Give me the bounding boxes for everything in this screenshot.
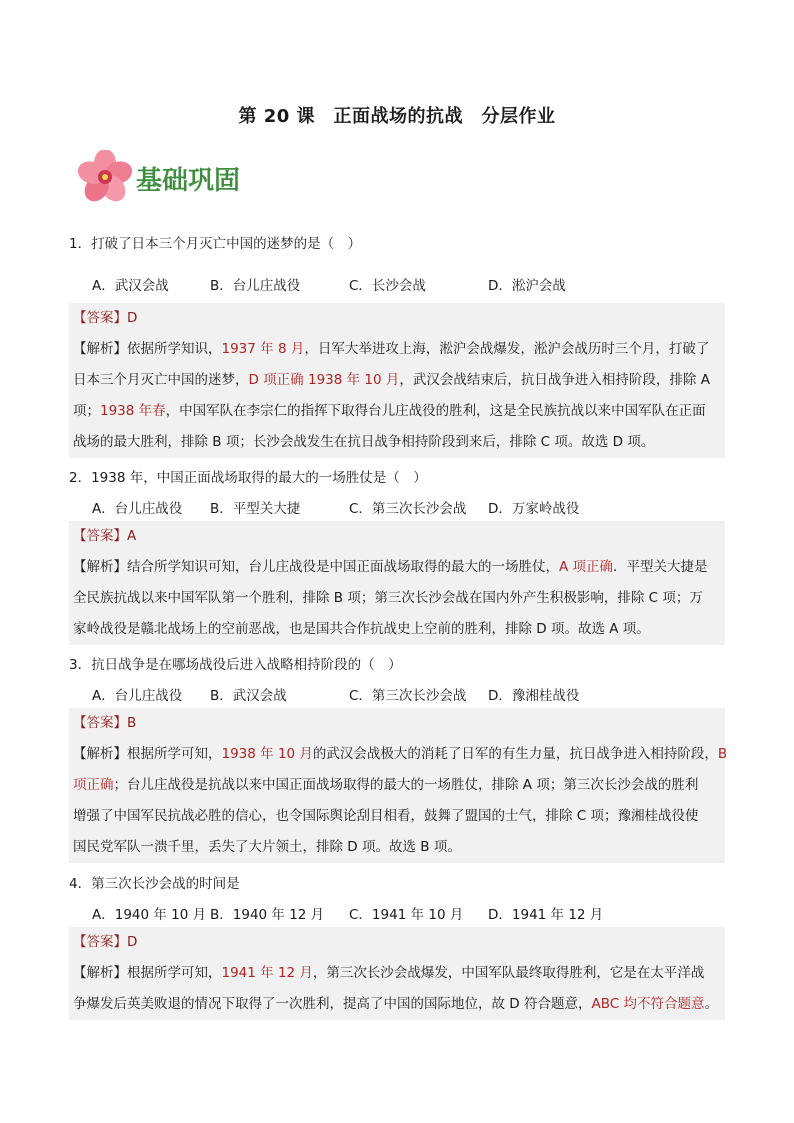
option-b: B．平型关大捷 bbox=[210, 501, 301, 517]
explanation-line: 家岭战役是赣北战场上的空前恶战，也是国共合作抗战史上空前的胜利，排除 D 项。故选 A 项。 bbox=[73, 621, 650, 637]
question-3-stem: 3．抗日战争是在哪场战役后进入战略相持阶段的（ ） bbox=[69, 657, 402, 673]
page-title: 第 20 课 正面战场的抗战 分层作业 bbox=[238, 106, 556, 127]
question-1-options bbox=[92, 274, 566, 294]
option-c: C．第三次长沙会战 bbox=[349, 501, 467, 517]
flower-icon bbox=[76, 150, 134, 206]
option-b: B．武汉会战 bbox=[210, 688, 287, 704]
option-a: A．武汉会战 bbox=[92, 278, 169, 294]
option-d: D．1941 年 12 月 bbox=[488, 907, 604, 923]
option-b: B．台儿庄战役 bbox=[210, 278, 301, 294]
answer-label: 【答案】D bbox=[73, 310, 138, 326]
option-c: C．1941 年 10 月 bbox=[349, 907, 464, 923]
answer-box-2 bbox=[69, 521, 725, 645]
question-3-options bbox=[92, 684, 579, 704]
explanation-line: 日本三个月灭亡中国的迷梦，D 项正确 1938 年 10 月，武汉会战结束后，抗日战争进入相持阶段，排除 A bbox=[73, 372, 710, 388]
explanation-line: 项正确；台儿庄战役是抗战以来中国正面战场取得的最大的一场胜仗，排除 A 项；第三次长沙会战的胜利 bbox=[73, 777, 699, 793]
answer-box-1 bbox=[69, 303, 725, 458]
option-d: D．万家岭战役 bbox=[488, 501, 580, 517]
explanation-line: 【解析】根据所学可知，1938 年 10 月的武汉会战极大的消耗了日军的有生力量，抗日战争进入相持阶段，B bbox=[73, 746, 728, 762]
explanation-line: 国民党军队一溃千里，丢失了大片领土，排除 D 项。故选 B 项。 bbox=[73, 839, 461, 855]
answer-label: 【答案】A bbox=[73, 528, 137, 544]
question-1-stem: 1．打破了日本三个月灭亡中国的迷梦的是（ ） bbox=[69, 236, 362, 252]
explanation-line: 增强了中国军民抗战必胜的信心，也令国际舆论刮目相看，鼓舞了盟国的士气，排除 C 项；豫湘桂战役使 bbox=[73, 808, 699, 824]
question-4-options bbox=[92, 903, 603, 923]
option-b: B．1940 年 12 月 bbox=[210, 907, 325, 923]
explanation-line: 【解析】依据所学知识，1937 年 8 月，日军大举进攻上海，淞沪会战爆发，淞沪会战历时三个月，打破了 bbox=[73, 341, 710, 357]
question-2-stem: 2．1938 年，中国正面战场取得的最大的一场胜仗是（ ） bbox=[69, 470, 427, 486]
answer-label: 【答案】B bbox=[73, 715, 137, 731]
answer-box-4 bbox=[69, 927, 725, 1020]
explanation-line: 战场的最大胜利，排除 B 项；长沙会战发生在抗日战争相持阶段到来后，排除 C 项。故选 D 项。 bbox=[73, 434, 655, 450]
banner-title: 基础巩固 bbox=[136, 166, 241, 196]
question-2-options bbox=[92, 497, 579, 517]
question-4-stem: 4．第三次长沙会战的时间是 bbox=[69, 876, 240, 892]
answer-box-3 bbox=[69, 708, 728, 863]
option-a: A．1940 年 10 月 bbox=[92, 907, 207, 923]
explanation-line: 【解析】根据所学可知，1941 年 12 月，第三次长沙会战爆发，中国军队最终取得胜利，它是在太平洋战 bbox=[73, 965, 705, 981]
option-a: A．台儿庄战役 bbox=[92, 501, 183, 517]
answer-label: 【答案】D bbox=[73, 934, 138, 950]
option-c: C．第三次长沙会战 bbox=[349, 688, 467, 704]
explanation-line: 项；1938 年春，中国军队在李宗仁的指挥下取得台儿庄战役的胜利，这是全民族抗战以来中国军队在正面 bbox=[73, 403, 706, 419]
explanation-line: 全民族抗战以来中国军队第一个胜利，排除 B 项；第三次长沙会战在国内外产生积极影响，排除 C 项；万 bbox=[73, 590, 703, 606]
option-a: A．台儿庄战役 bbox=[92, 688, 183, 704]
option-d: D．淞沪会战 bbox=[488, 278, 566, 294]
explanation-line: 【解析】结合所学知识可知，台儿庄战役是中国正面战场取得的最大的一场胜仗，A 项正确．平型关大捷是 bbox=[73, 559, 708, 575]
option-d: D．豫湘桂战役 bbox=[488, 688, 580, 704]
option-c: C．长沙会战 bbox=[349, 278, 426, 294]
explanation-line: 争爆发后英美败退的情况下取得了一次胜利，提高了中国的国际地位，故 D 符合题意，ABC 均不符合题意。 bbox=[73, 996, 718, 1012]
